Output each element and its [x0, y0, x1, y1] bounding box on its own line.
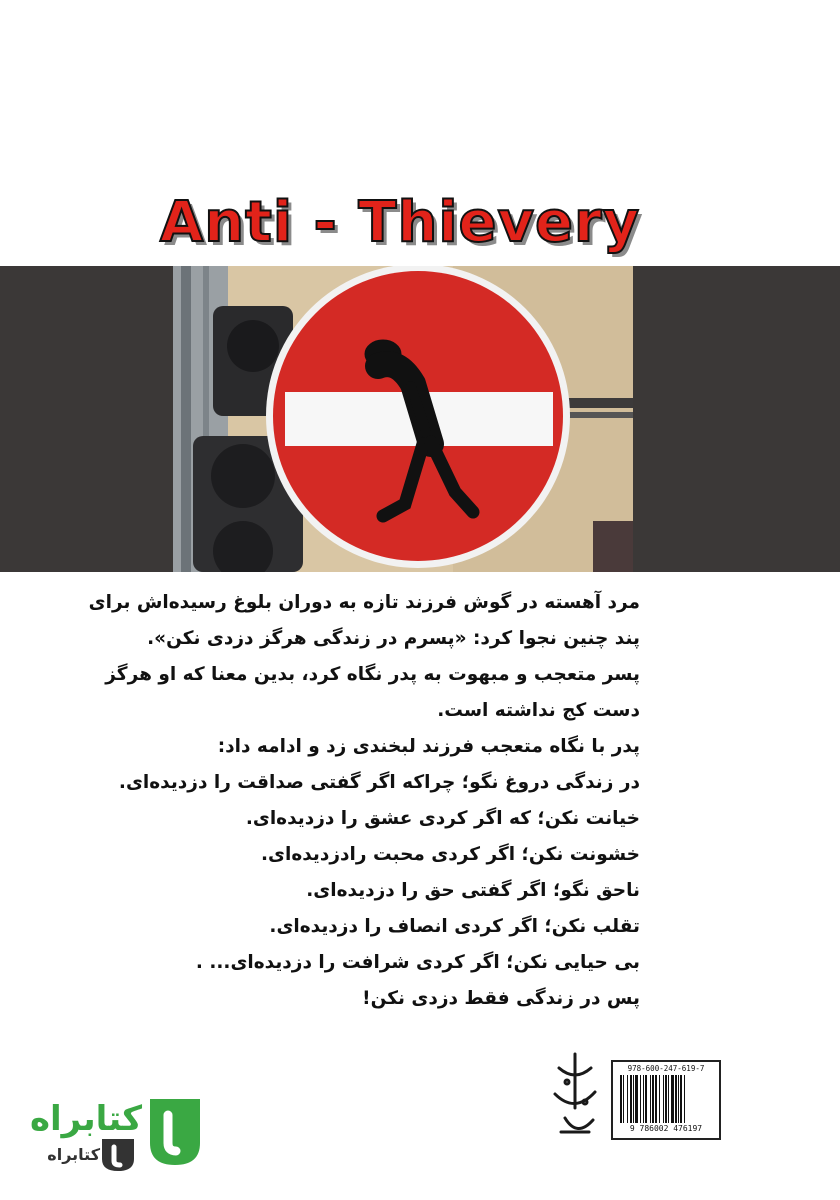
- ketabrah-watermark: [29, 1085, 222, 1175]
- watermark-small-text: کتابراه: [47, 1145, 100, 1164]
- no-entry-sign-thief-photo: [173, 266, 633, 572]
- barcode-bars: [618, 1075, 714, 1123]
- paragraph-line: پند چنین نجوا کرد: «پسرم در زندگی هرگز دزدی نکن».: [147, 628, 640, 649]
- cover-body-text: [88, 585, 640, 1017]
- barcode-bar: [643, 1075, 644, 1123]
- paragraph-line: مرد آهسته در گوش فرزند تازه به دوران بلوغ رسیده‌اش برای: [88, 592, 640, 613]
- paragraph-line: خیانت نکن؛ که اگر کردی عشق را دزدیده‌ای.: [245, 808, 640, 829]
- publisher-calligraphy-logo: [545, 1048, 607, 1146]
- barcode-bar: [650, 1075, 651, 1123]
- paragraph-line: پدر با نگاه متعجب فرزند لبخندی زد و ادامه داد:: [217, 736, 640, 757]
- barcode-bar: [633, 1075, 634, 1123]
- publisher-logo-icon: [545, 1048, 607, 1146]
- cover-photo: [173, 266, 633, 572]
- barcode-bar: [659, 1075, 660, 1123]
- paragraph-line: بی حیایی نکن؛ اگر کردی شرافت را دزدیده‌ای... .: [195, 952, 640, 973]
- barcode-bar: [665, 1075, 667, 1123]
- paragraph-line: خشونت نکن؛ اگر کردی محبت رادزدیده‌ای.: [261, 844, 640, 865]
- barcode-bar: [675, 1075, 677, 1123]
- watermark-main-text: کتابراه: [29, 1099, 142, 1139]
- paragraph-line: دست کج نداشته است.: [437, 700, 640, 721]
- isbn-top-label: 978-600-247-619-7: [627, 1064, 705, 1073]
- barcode-bar: [684, 1075, 685, 1123]
- paragraph-line: ناحق نگو؛ اگر گفتی حق را دزدیده‌ای.: [306, 880, 640, 901]
- barcode-bar: [635, 1075, 638, 1123]
- barcode-bar: [680, 1075, 682, 1123]
- isbn-bottom-label: 9 786002 476197: [629, 1124, 703, 1133]
- isbn-barcode: [611, 1060, 721, 1140]
- paragraph-line: در زندگی دروغ نگو؛ چراکه اگر گفتی صداقت را دزدیده‌ای.: [118, 772, 640, 793]
- barcode-bar: [671, 1075, 674, 1123]
- ketabrah-logo-icon: [140, 1091, 210, 1171]
- paragraph-line: پسر متعجب و مبهوت به پدر نگاه کرد، بدین معنا که او هرگز: [105, 664, 640, 685]
- barcode-bar: [645, 1075, 647, 1123]
- barcode-bar: [620, 1075, 622, 1123]
- cover-title: Anti - Thievery: [159, 190, 641, 255]
- paragraph-line: تقلب نکن؛ اگر کردی انصاف را دزدیده‌ای.: [269, 916, 640, 937]
- barcode-bar: [655, 1075, 657, 1123]
- barcode-bar: [678, 1075, 679, 1123]
- barcode-bar: [668, 1075, 669, 1123]
- paragraph-line: پس در زندگی فقط دزدی نکن!: [362, 988, 640, 1009]
- ketabrah-small-logo-icon: [98, 1137, 138, 1173]
- barcode-bar: [652, 1075, 654, 1123]
- barcode-bar: [623, 1075, 624, 1123]
- barcode-bar: [627, 1075, 628, 1123]
- barcode-bar: [640, 1075, 641, 1123]
- barcode-bar: [630, 1075, 632, 1123]
- barcode-bar: [663, 1075, 664, 1123]
